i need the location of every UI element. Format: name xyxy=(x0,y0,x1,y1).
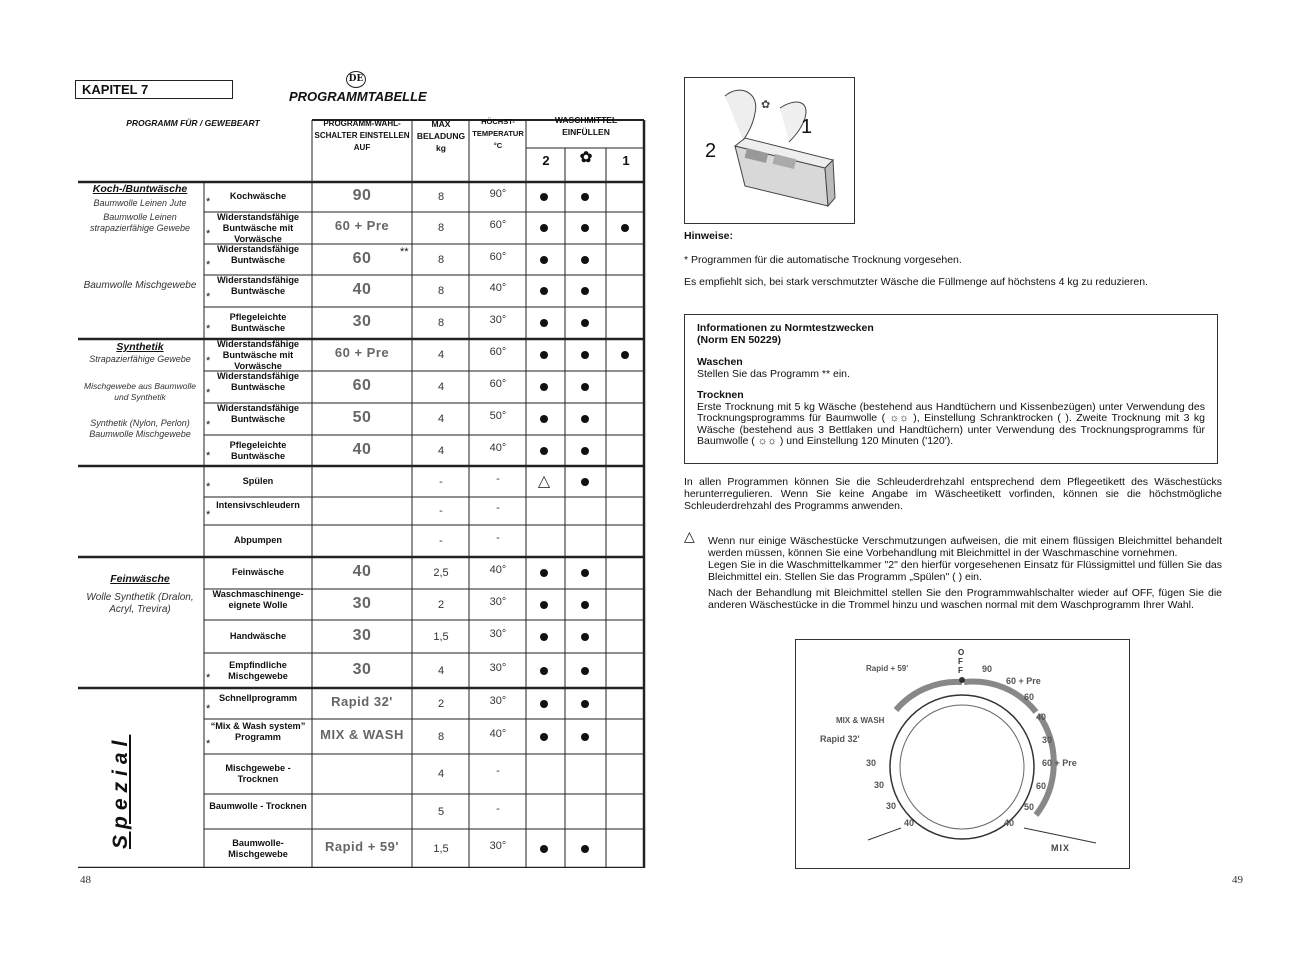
max-load: 4 xyxy=(437,444,445,457)
dial-l30b: 30 xyxy=(874,780,885,790)
max-temp: - xyxy=(496,765,500,777)
detergent-dot xyxy=(581,700,589,708)
max-load: 2 xyxy=(437,598,445,611)
max-temp: 30° xyxy=(489,595,507,608)
program-name: Feinwäsche xyxy=(231,567,285,577)
hint-2: Es empfiehlt sich, bei stark verschmutzter Wäsche die Füllmenge auf höchstens 4 kg zu reduzieren. xyxy=(684,276,1148,288)
detergent-dot xyxy=(540,633,548,641)
bleach-2: Legen Sie in die Waschmittelkammer "2" den hierfür vorgesehenen Einsatz für Flüssigmittel und füllen Sie das Bleichmittel ein. Stellen Sie das Programm „Spülen" ( ) ein. xyxy=(708,559,1222,583)
program-name: Waschmaschinenge-eignete Wolle xyxy=(212,588,304,610)
program-name: Spülen xyxy=(242,475,274,486)
program-name: “Mix & Wash system” Programm xyxy=(210,720,306,742)
dial-setting: MIX & WASH xyxy=(320,726,404,742)
detergent-dot xyxy=(540,845,548,853)
norm-title: Informationen zu Normtestzwecken xyxy=(697,322,874,334)
detergent-dot xyxy=(540,351,548,359)
dial-60: 60 xyxy=(1024,692,1035,702)
auto-dry-star: * xyxy=(206,738,211,750)
max-temp: 90° xyxy=(489,188,507,200)
auto-dry-star: * xyxy=(206,481,211,493)
program-name: Widerstandsfähige Buntwäsche xyxy=(216,371,300,392)
auto-dry-star: * xyxy=(206,291,211,303)
dial-s60pre: 60 + Pre xyxy=(1042,758,1077,768)
program-name: Intensivschleudern xyxy=(216,500,300,510)
dial-setting: 30 xyxy=(352,594,372,612)
dial-60pre: 60 + Pre xyxy=(1006,676,1041,686)
program-name: Baumwolle - Trocknen xyxy=(209,800,307,811)
auto-dry-star: * xyxy=(206,672,211,684)
max-temp: - xyxy=(496,802,500,815)
max-temp: 40° xyxy=(489,282,507,294)
max-load: 8 xyxy=(437,191,445,203)
program-name: Widerstandsfähige Buntwäsche xyxy=(216,403,300,424)
max-temp: 30° xyxy=(489,627,507,640)
dial-s50: 50 xyxy=(1024,802,1035,812)
auto-dry-star: * xyxy=(206,196,211,208)
dial-setting: Rapid + 59' xyxy=(325,838,399,854)
program-name: Abpumpen xyxy=(234,535,282,545)
program-name: Kochwäsche xyxy=(229,191,287,201)
max-temp: 50° xyxy=(489,410,507,422)
detergent-dot xyxy=(581,478,589,486)
norm-wash-text: Stellen Sie das Programm ** ein. xyxy=(697,367,850,380)
cat-syn-2: Mischgewebe aus Baumwolle und Synthetik xyxy=(84,381,196,402)
auto-dry-star: * xyxy=(206,419,211,431)
dial-mixwash: MIX & WASH xyxy=(836,716,885,725)
max-load: 1,5 xyxy=(433,842,449,855)
detergent-dot xyxy=(581,447,589,455)
max-load: - xyxy=(439,505,443,517)
norm-dry-heading: Trocknen xyxy=(697,389,744,401)
header-program: PROGRAMM FÜR / GEWEBEART xyxy=(126,118,260,128)
max-load: 4 xyxy=(437,664,445,677)
header-col-2: 2 xyxy=(542,153,550,168)
program-name: Pflegeleichte Buntwäsche xyxy=(229,312,287,333)
cat-koch-3: Baumwolle Mischgewebe xyxy=(83,280,197,291)
max-load: 4 xyxy=(437,413,445,425)
dial-90: 90 xyxy=(982,664,993,674)
max-temp: 40° xyxy=(489,564,507,576)
detergent-dot xyxy=(540,256,548,264)
language-badge: DE xyxy=(346,71,366,88)
norm-dry-text: Erste Trocknung mit 5 kg Wäsche (bestehend aus Handtüchern und Kissenbezügen) unter Verwendung des Trocknungsprogramms für Baumwolle ( ☼☼ ), Einstellung Schranktrocken ( ). Zweite Trocknung mit 3 kg Wäsche (bestehend aus 3 Bettlaken und Handtüchern) unter Verwendung des Trocknungsprogramms für Baumwolle ( ☼☼ ) und Einstellung 120 Minuten ('120'). xyxy=(697,400,1205,447)
dial-l40: 40 xyxy=(904,818,915,828)
max-load: 8 xyxy=(437,317,445,329)
bleach-warning xyxy=(708,535,1222,611)
detergent-dot xyxy=(540,383,548,391)
dial-40: 40 xyxy=(1036,712,1047,722)
max-load: 8 xyxy=(437,730,445,743)
detergent-dot xyxy=(540,415,548,423)
detergent-dot xyxy=(581,601,589,609)
fig-label-2: 2 xyxy=(705,140,717,162)
cat-spezial: Spezial xyxy=(109,734,132,849)
dial-setting: 30 xyxy=(352,660,372,678)
detergent-dot xyxy=(581,415,589,423)
dial-setting: 60 xyxy=(352,377,372,394)
max-temp: 60° xyxy=(489,219,507,231)
max-load: 8 xyxy=(437,253,445,266)
detergent-dot xyxy=(581,256,589,264)
auto-dry-star: * xyxy=(206,323,211,335)
cat-fein: Feinwäsche xyxy=(110,573,170,585)
hint-1: * Programmen für die automatische Trocknung vorgesehen. xyxy=(684,254,962,266)
max-load: 1,5 xyxy=(433,630,449,643)
header-max: MAX BELADUNG kg xyxy=(416,119,466,153)
cat-fein-1: Wolle Synthetik (Dralon, Acryl, Trevira) xyxy=(86,592,194,615)
dial-setting: 60 + Pre xyxy=(334,345,390,360)
program-name: Widerstandsfähige Buntwäsche mit Vorwäsche xyxy=(216,339,300,371)
dial-setting: 60 + Pre xyxy=(334,218,390,233)
max-load: 8 xyxy=(437,222,445,234)
max-temp: 30° xyxy=(489,661,507,674)
program-name: Schnellprogramm xyxy=(218,692,298,703)
detergent-dot xyxy=(621,351,629,359)
detergent-dot xyxy=(581,569,589,577)
program-name: Widerstandsfähige Buntwäsche mit Vorwäsche xyxy=(216,212,300,244)
detergent-dot xyxy=(581,845,589,853)
max-load: 4 xyxy=(437,381,445,393)
detergent-dot xyxy=(581,319,589,327)
auto-dry-star: * xyxy=(206,259,211,271)
cat-koch: Koch-/Buntwäsche xyxy=(92,183,188,195)
detergent-dot xyxy=(581,667,589,675)
auto-dry-star: * xyxy=(206,450,211,462)
max-temp: - xyxy=(496,532,500,544)
max-temp: 60° xyxy=(489,346,507,358)
max-temp: 40° xyxy=(489,727,507,740)
program-name: Widerstandsfähige Buntwäsche xyxy=(216,275,300,296)
dial-rapid59: Rapid + 59' xyxy=(866,664,909,673)
max-load: - xyxy=(439,475,443,488)
norm-wash-heading: Waschen xyxy=(697,356,743,368)
auto-dry-star: * xyxy=(206,387,211,399)
detergent-dot xyxy=(581,351,589,359)
detergent-dot xyxy=(581,287,589,295)
bleach-1: Wenn nur einige Wäschestücke Verschmutzungen aufweisen, die mit einem flüssigen Bleichmittel behandelt werden müssen, können Sie eine Vorbehandlung mit Bleichmittel in der Waschmaschine vornehmen. xyxy=(708,535,1222,559)
dial-setting: Rapid 32' xyxy=(331,693,393,709)
program-name: Pflegeleichte Buntwäsche xyxy=(229,439,287,461)
dial-rapid32: Rapid 32' xyxy=(820,734,860,744)
auto-dry-star: * xyxy=(206,509,211,521)
program-dial-figure xyxy=(795,639,1130,869)
detergent-dot xyxy=(540,733,548,741)
program-name: Mischgewebe - Trocknen xyxy=(225,763,291,784)
cat-koch-1: Baumwolle Leinen Jute xyxy=(93,198,187,208)
header-temp: HÖCHST-TEMPERATUR °C xyxy=(472,117,524,150)
program-name: Empfindliche Mischgewebe xyxy=(228,659,288,681)
max-temp: 40° xyxy=(489,441,507,454)
program-name: Baumwolle-Mischgewebe xyxy=(228,837,288,859)
norm-marker: ** xyxy=(400,246,409,258)
program-name: Widerstandsfähige Buntwäsche xyxy=(216,243,300,265)
detergent-dot xyxy=(540,447,548,455)
cat-syn: Synthetik xyxy=(116,341,164,353)
dial-l30c: 30 xyxy=(886,801,897,811)
max-load: 4 xyxy=(437,768,445,780)
detergent-dot xyxy=(540,601,548,609)
dispenser-figure xyxy=(684,77,855,224)
max-temp: 60° xyxy=(489,250,507,263)
detergent-dot xyxy=(540,287,548,295)
dial-30: 30 xyxy=(1042,735,1053,745)
max-temp: - xyxy=(496,502,500,514)
max-temp: - xyxy=(496,472,500,485)
dial-s60: 60 xyxy=(1036,781,1047,791)
fig-label-1: 1 xyxy=(801,116,813,138)
max-temp: 30° xyxy=(489,839,507,852)
program-table xyxy=(78,112,646,868)
detergent-dot xyxy=(540,700,548,708)
dial-setting: 90 xyxy=(352,187,372,204)
page-number-right: 49 xyxy=(1232,874,1243,886)
detergent-dot xyxy=(581,633,589,641)
max-load: 2 xyxy=(437,697,445,710)
max-load: 2,5 xyxy=(433,567,449,579)
norm-info-box xyxy=(684,314,1218,464)
detergent-dot xyxy=(581,733,589,741)
cat-koch-2: Baumwolle Leinen strapazierfähige Gewebe xyxy=(89,212,191,233)
dial-s40: 40 xyxy=(1004,818,1015,828)
max-load: 8 xyxy=(437,285,445,297)
dial-l30a: 30 xyxy=(866,758,877,768)
header-dial: PROGRAMM-WAHL-SCHALTER EINSTELLEN AUF xyxy=(314,119,410,152)
norm-standard: (Norm EN 50229) xyxy=(697,333,782,346)
dial-setting: 40 xyxy=(352,440,372,458)
dial-setting: 50 xyxy=(352,409,372,426)
max-temp: 60° xyxy=(489,378,507,390)
detergent-dot xyxy=(581,383,589,391)
dial-off: OFF xyxy=(958,648,965,675)
warning-icon: △ xyxy=(684,528,695,544)
header-col-1: 1 xyxy=(622,153,630,168)
detergent-dot xyxy=(540,319,548,327)
svg-text:✿: ✿ xyxy=(761,98,771,111)
dial-setting: 30 xyxy=(352,626,372,644)
dial-setting: 40 xyxy=(352,563,372,580)
auto-dry-star: * xyxy=(206,355,211,367)
detergent-dot xyxy=(540,667,548,675)
dial-mix: MIX xyxy=(1051,843,1071,853)
page-number-left: 48 xyxy=(80,874,91,886)
cat-syn-3: Synthetik (Nylon, Perlon) Baumwolle Mischgewebe xyxy=(89,418,191,439)
spin-paragraph: In allen Programmen können Sie die Schleuderdrehzahl entsprechend dem Pflegeetikett des Wäschestücks herunterregulieren. Wenn Sie keine Angabe im Wäscheetikett vorfinden, können sie die höchstmögliche Schleuderdrehzahl des Programms anwenden. xyxy=(684,476,1222,512)
auto-dry-star: * xyxy=(206,228,211,240)
detergent-dot xyxy=(540,569,548,577)
dial-setting: 60 xyxy=(352,249,372,267)
max-temp: 30° xyxy=(489,694,507,707)
detergent-dot xyxy=(540,193,548,201)
max-temp: 30° xyxy=(489,314,507,326)
cat-syn-1: Strapazierfähige Gewebe xyxy=(89,354,191,364)
auto-dry-star: * xyxy=(206,703,211,715)
dial-setting: 40 xyxy=(352,281,372,298)
chapter-label: KAPITEL 7 xyxy=(75,80,233,99)
dial-setting: 30 xyxy=(352,313,372,330)
max-load: 5 xyxy=(437,805,445,818)
flower-icon: ✿ xyxy=(579,149,593,166)
detergent-dot xyxy=(621,224,629,232)
detergent-dot xyxy=(540,224,548,232)
bleach-triangle-icon: △ xyxy=(537,472,551,490)
bleach-3: Nach der Behandlung mit Bleichmittel stellen Sie den Programmwahlschalter wieder auf OFF, fügen Sie die anderen Wäschestücke in die Trommel hinzu und waschen normal mit dem Waschprogramm Ihrer Wahl. xyxy=(708,587,1222,611)
max-load: 4 xyxy=(437,349,445,361)
page-title: PROGRAMMTABELLE xyxy=(289,89,427,104)
detergent-dot xyxy=(581,193,589,201)
max-load: - xyxy=(439,535,443,547)
program-name: Handwäsche xyxy=(229,630,287,641)
detergent-dot xyxy=(581,224,589,232)
header-detergent: WASCHMITTEL EINFÜLLEN xyxy=(554,115,618,137)
hints-heading: Hinweise: xyxy=(684,230,734,242)
